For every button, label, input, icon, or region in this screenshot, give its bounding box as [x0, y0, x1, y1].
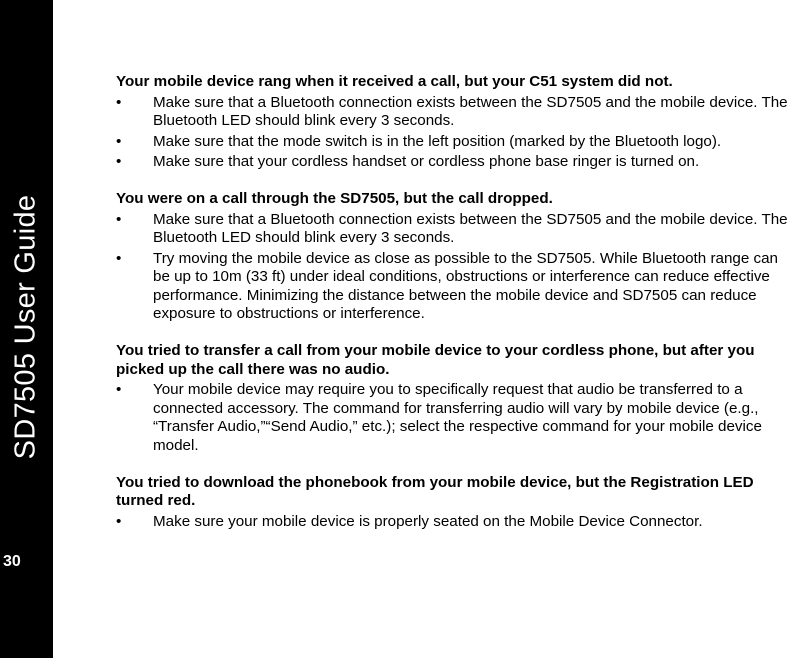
side-bar [0, 0, 53, 658]
bullet-icon: • [116, 93, 122, 111]
troubleshooting-content [116, 73, 788, 550]
section-heading: Your mobile device rang when it received a call, but your C51 system did not. [116, 73, 673, 90]
list-item-text: Try moving the mobile device as close as possible to the SD7505. While Bluetooth range can be up to 10m (33 ft) under ideal conditions, obstructions or interference can reduce effective performance. Minimizing the distance between the mobile device and SD7505 can reduce exposure to obstructions or interference. [153, 249, 778, 322]
guide-title: SD7505 User Guide [9, 194, 42, 460]
bullet-icon: • [116, 512, 122, 530]
list-item [116, 94, 788, 131]
list-item [116, 133, 788, 152]
list-item [116, 211, 788, 248]
section-heading: You tried to download the phonebook from your mobile device, but the Registration LED turned red. [116, 473, 754, 509]
list-item [116, 153, 788, 172]
list-item-text: Your mobile device may require you to specifically request that audio be transferred to a connected accessory. The command for transferring audio will vary by mobile device (e.g., “Transfer Audio,”“Send Audio,” etc.); select the respective command for your mobile device model. [153, 381, 762, 454]
list-item [116, 513, 788, 532]
list-item [116, 250, 788, 324]
list-item-text: Make sure that your cordless handset or cordless phone base ringer is turned on. [153, 153, 700, 170]
bullet-list [116, 211, 788, 324]
bullet-icon: • [116, 381, 122, 398]
section-no-ring [116, 73, 788, 172]
bullet-list [116, 94, 788, 172]
section-heading: You were on a call through the SD7505, but the call dropped. [116, 190, 553, 207]
bullet-list [116, 381, 788, 455]
list-item-text: Make sure that a Bluetooth connection exists between the SD7505 and the mobile device. The Bluetooth LED should blink every 3 seconds. [153, 93, 788, 129]
section-heading: You tried to transfer a call from your mobile device to your cordless phone, but after you picked up the call there was no audio. [116, 342, 755, 378]
bullet-list [116, 513, 788, 532]
list-item [116, 381, 788, 455]
section-call-dropped [116, 190, 788, 324]
bullet-icon: • [116, 153, 122, 170]
list-item-text: Make sure that a Bluetooth connection exists between the SD7505 and the mobile device. The Bluetooth LED should blink every 3 seconds. [153, 210, 788, 246]
bullet-icon: • [116, 210, 122, 228]
section-phonebook [116, 474, 788, 532]
page-number: 30 [3, 553, 21, 570]
bullet-icon: • [116, 249, 122, 267]
list-item-text: Make sure that the mode switch is in the left position (marked by the Bluetooth logo). [153, 132, 722, 150]
bullet-icon: • [116, 132, 122, 150]
list-item-text: Make sure your mobile device is properly seated on the Mobile Device Connector. [153, 512, 703, 530]
section-no-audio [116, 342, 788, 455]
